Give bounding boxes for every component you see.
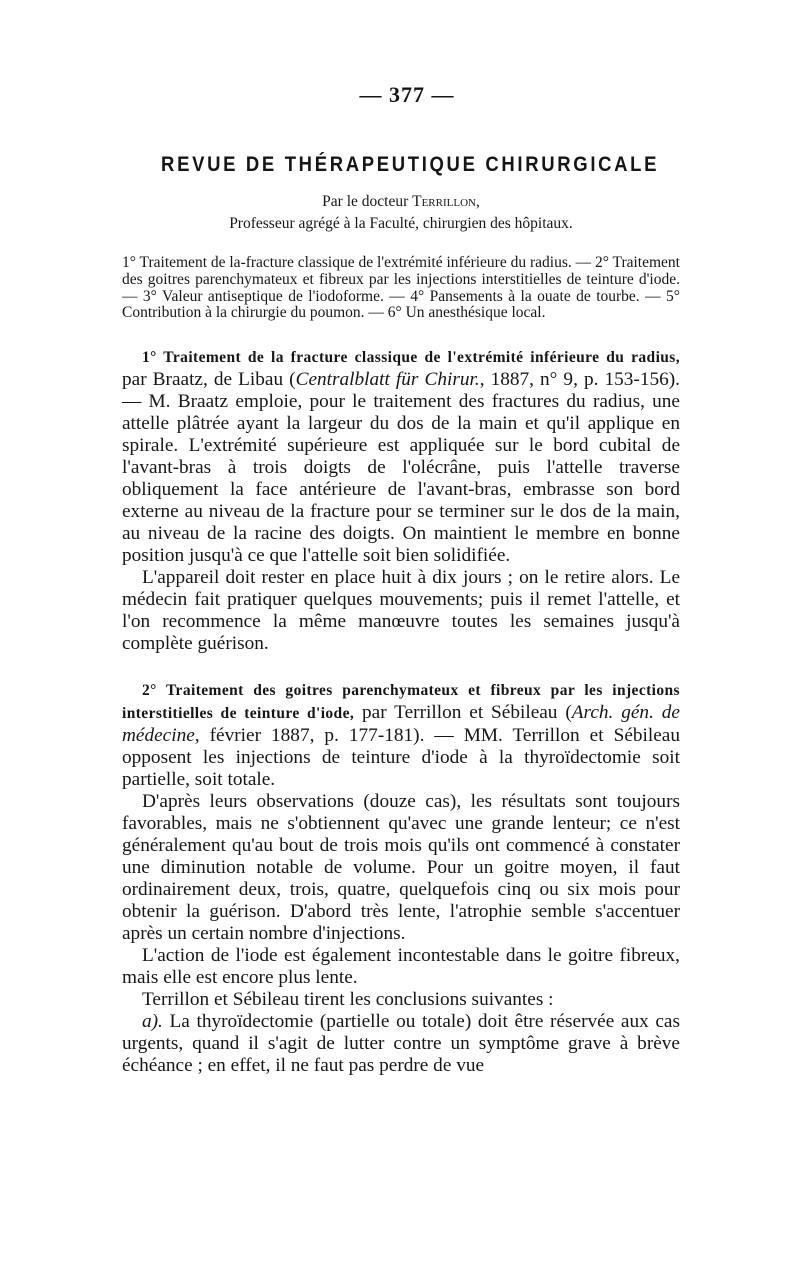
section-2-heading: 2° Traitement des goitres parenchymateux et fibreux par les injections interstitielles de teinture d'iode,: [122, 682, 680, 723]
section-2-paragraph-4: Terrillon et Sébileau tirent les conclusions suivantes :: [142, 989, 554, 1011]
summary: [122, 255, 680, 322]
section-2-paragraph-1: [122, 679, 680, 791]
section-1-paragraph-2: L'appareil doit rester en place huit à dix jours ; on le retire alors. Le médecin fait pratiquer quelques mouvements; puis il remet l'attelle, et l'on recommence la même manœuvre toutes les semaines jusqu'à complète guérison.: [122, 567, 680, 655]
section-2-paragraph-3: L'action de l'iode est également incontestable dans le goitre fibreux, mais elle est encore plus lente.: [122, 945, 680, 989]
byline: [122, 191, 680, 235]
summary-text: 1° Traitement de la-fracture classique de l'extrémité inférieure du radius. — 2° Traitement des goitres parenchymateux et fibreux par les injections interstitielles de teinture d'iode. — 3° Valeur antiseptique de l'iodoforme. — 4° Pansements à la ouate de tourbe. — 5° Contribution à la chirurgie du poumon. — 6° Un anesthésique local.: [122, 254, 680, 322]
section-2-item-label: a).: [142, 1011, 163, 1033]
section-1-paragraph-1: [122, 346, 680, 567]
page: [122, 82, 680, 1077]
section-2-ref-before: par Terrillon et Sébileau (: [354, 702, 572, 724]
byline-prefix: Par le docteur: [322, 193, 413, 210]
byline-line-1: [122, 191, 680, 213]
byline-author: Terrillon,: [412, 193, 480, 210]
page-number: — 377 —: [359, 82, 455, 107]
section-1-ref-after: , 1887, n° 9, p. 153-156). — M. Braatz emploie, pour le traitement des fractures du radius, une attelle plâtrée ayant la largeur du dos de la main et qu'il applique en spirale. L'extrémité supérieure est appliquée sur le bord cubital de l'avant-bras à trois doigts de l'olécrâne, puis l'attelle traverse obliquement la face antérieure de l'avant-bras, embrasse son bord externe au niveau de la fracture pour se terminer sur le dos de la main, au niveau de la racine des doigts. On maintient le membre en bonne position jusqu'à ce que l'attelle soit bien solidifiée.: [122, 369, 680, 567]
section-1-ref-journal: Centralblatt für Chirur.: [295, 369, 480, 391]
section-1-ref-before: par Braatz, de Libau (: [122, 369, 296, 391]
section-2-ref-journal: Arch. gén. de médecine,: [122, 702, 680, 747]
section-1-heading: 1° Traitement de la fracture classique de l'extrémité inférieure du radius,: [142, 349, 680, 367]
section-1: [122, 346, 680, 655]
article-title: REVUE DE THÉRAPEUTIQUE CHIRURGICALE: [161, 152, 660, 176]
section-2-paragraph-5: [122, 1011, 680, 1077]
section-2-paragraph-2: D'après leurs observations (douze cas), les résultats sont toujours favorables, mais ne s'obtiennent qu'avec une grande lenteur; ce n'est généralement qu'au bout de trois mois qu'ils ont commencé à constater une diminution notable de volume. Pour un goitre moyen, il faut ordinairement deux, trois, quatre, quelquefois cinq ou six mois pour obtenir la guérison. D'abord très lente, l'atrophie semble s'accentuer après un certain nombre d'injections.: [122, 791, 680, 945]
section-2-ref-after: février 1887, p. 177-181). — MM. Terrillon et Sébileau opposent les injections de teinture d'iode à la thyroïdectomie soit partielle, soit totale.: [122, 725, 680, 791]
byline-line-2: Professeur agrégé à la Faculté, chirurgien des hôpitaux.: [229, 215, 573, 232]
section-2-item-text: La thyroïdectomie (partielle ou totale) doit être réservée aux cas urgents, quand il s'agit de lutter contre un symptôme grave à brève échéance ; en effet, il ne faut pas perdre de vue: [122, 1011, 680, 1077]
section-2: [122, 679, 680, 1077]
